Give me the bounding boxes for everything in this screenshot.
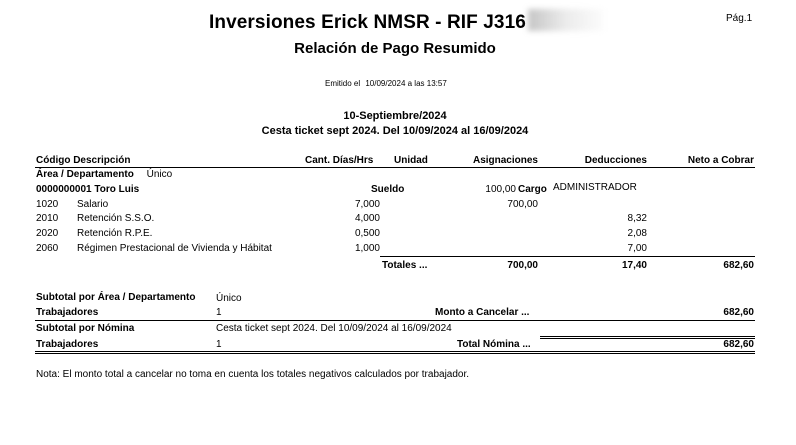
- footnote: Nota: El monto total a cancelar no toma en cuenta los totales negativos calculados por trabajador.: [36, 369, 470, 380]
- salary-value: 100,00: [485, 184, 516, 195]
- salary-label: Sueldo: [371, 184, 405, 195]
- row-deduction: 8,32: [627, 213, 647, 224]
- col-assignments: Asignaciones: [472, 155, 538, 166]
- totals-assignments: 700,00: [507, 260, 538, 271]
- subtotal-payroll-workers-label: Trabajadores: [36, 339, 99, 350]
- emitted-value: 10/09/2024 a las 13:57: [365, 79, 447, 88]
- subtotal-area-rule: [35, 320, 755, 321]
- redacted-rif: [528, 9, 604, 31]
- emitted-label: Emitido el: [325, 79, 361, 88]
- subtotal-area-value: Único: [216, 293, 242, 304]
- totals-net: 682,60: [723, 260, 754, 271]
- col-code-description: Código Descripción: [36, 155, 131, 166]
- payroll-double-rule: [35, 351, 755, 354]
- subtotal-area-workers-label: Trabajadores: [36, 307, 99, 318]
- col-quantity: Cant. Días/Hrs: [305, 155, 374, 166]
- row-description: Salario: [77, 199, 109, 210]
- header-rule: [35, 167, 755, 168]
- period-date: 10-Septiembre/2024: [343, 110, 447, 122]
- row-code: 2060: [36, 243, 59, 254]
- col-unit: Unidad: [394, 155, 428, 166]
- row-description: Régimen Prestacional de Vivienda y Hábitat: [77, 243, 272, 254]
- cargo-label: Cargo: [518, 184, 547, 195]
- row-code: 2020: [36, 228, 59, 239]
- subtotal-area-label: Subtotal por Área / Departamento: [36, 292, 196, 303]
- area-label: Área / Departamento: [36, 169, 134, 180]
- row-quantity: 0,500: [354, 228, 380, 239]
- row-quantity: 4,000: [354, 213, 380, 224]
- company-title: [209, 12, 604, 34]
- row-quantity: 7,000: [354, 199, 380, 210]
- total-payroll-upper-rule: [540, 336, 755, 339]
- period-description: Cesta ticket sept 2024. Del 10/09/2024 al 16/09/2024: [261, 125, 529, 137]
- page-number: Pág.1: [726, 13, 753, 24]
- amount-to-pay-label: Monto a Cancelar ...: [435, 307, 530, 318]
- cargo-value: ADMINISTRADOR: [553, 182, 637, 193]
- totals-deductions: 17,40: [621, 260, 647, 271]
- row-description: Retención R.P.E.: [77, 228, 153, 239]
- area-line: [36, 169, 172, 180]
- row-description: Retención S.S.O.: [77, 213, 155, 224]
- col-net-pay: Neto a Cobrar: [687, 155, 754, 166]
- employee-id-name: 0000000001 Toro Luis: [36, 184, 140, 195]
- company-name: Inversiones Erick NMSR - RIF J316: [209, 12, 526, 34]
- row-deduction: 7,00: [627, 243, 647, 254]
- totals-rule: [380, 256, 755, 257]
- row-deduction: 2,08: [627, 228, 647, 239]
- totals-label: Totales ...: [382, 260, 428, 271]
- total-payroll-label: Total Nómina ...: [457, 339, 531, 350]
- report-title: Relación de Pago Resumido: [294, 40, 496, 57]
- total-payroll-value: 682,60: [723, 339, 754, 350]
- row-quantity: 1,000: [354, 243, 380, 254]
- emitted-line: [325, 79, 447, 88]
- subtotal-payroll-label: Subtotal por Nómina: [36, 323, 135, 334]
- col-deductions: Deducciones: [584, 155, 647, 166]
- area-value: Único: [146, 169, 173, 180]
- row-code: 1020: [36, 199, 59, 210]
- amount-to-pay-value: 682,60: [723, 307, 754, 318]
- subtotal-payroll-workers-value: 1: [216, 339, 222, 350]
- subtotal-payroll-value: Cesta ticket sept 2024. Del 10/09/2024 al 16/09/2024: [216, 323, 452, 334]
- row-code: 2010: [36, 213, 59, 224]
- subtotal-area-workers-value: 1: [216, 307, 222, 318]
- row-assignment: 700,00: [507, 199, 538, 210]
